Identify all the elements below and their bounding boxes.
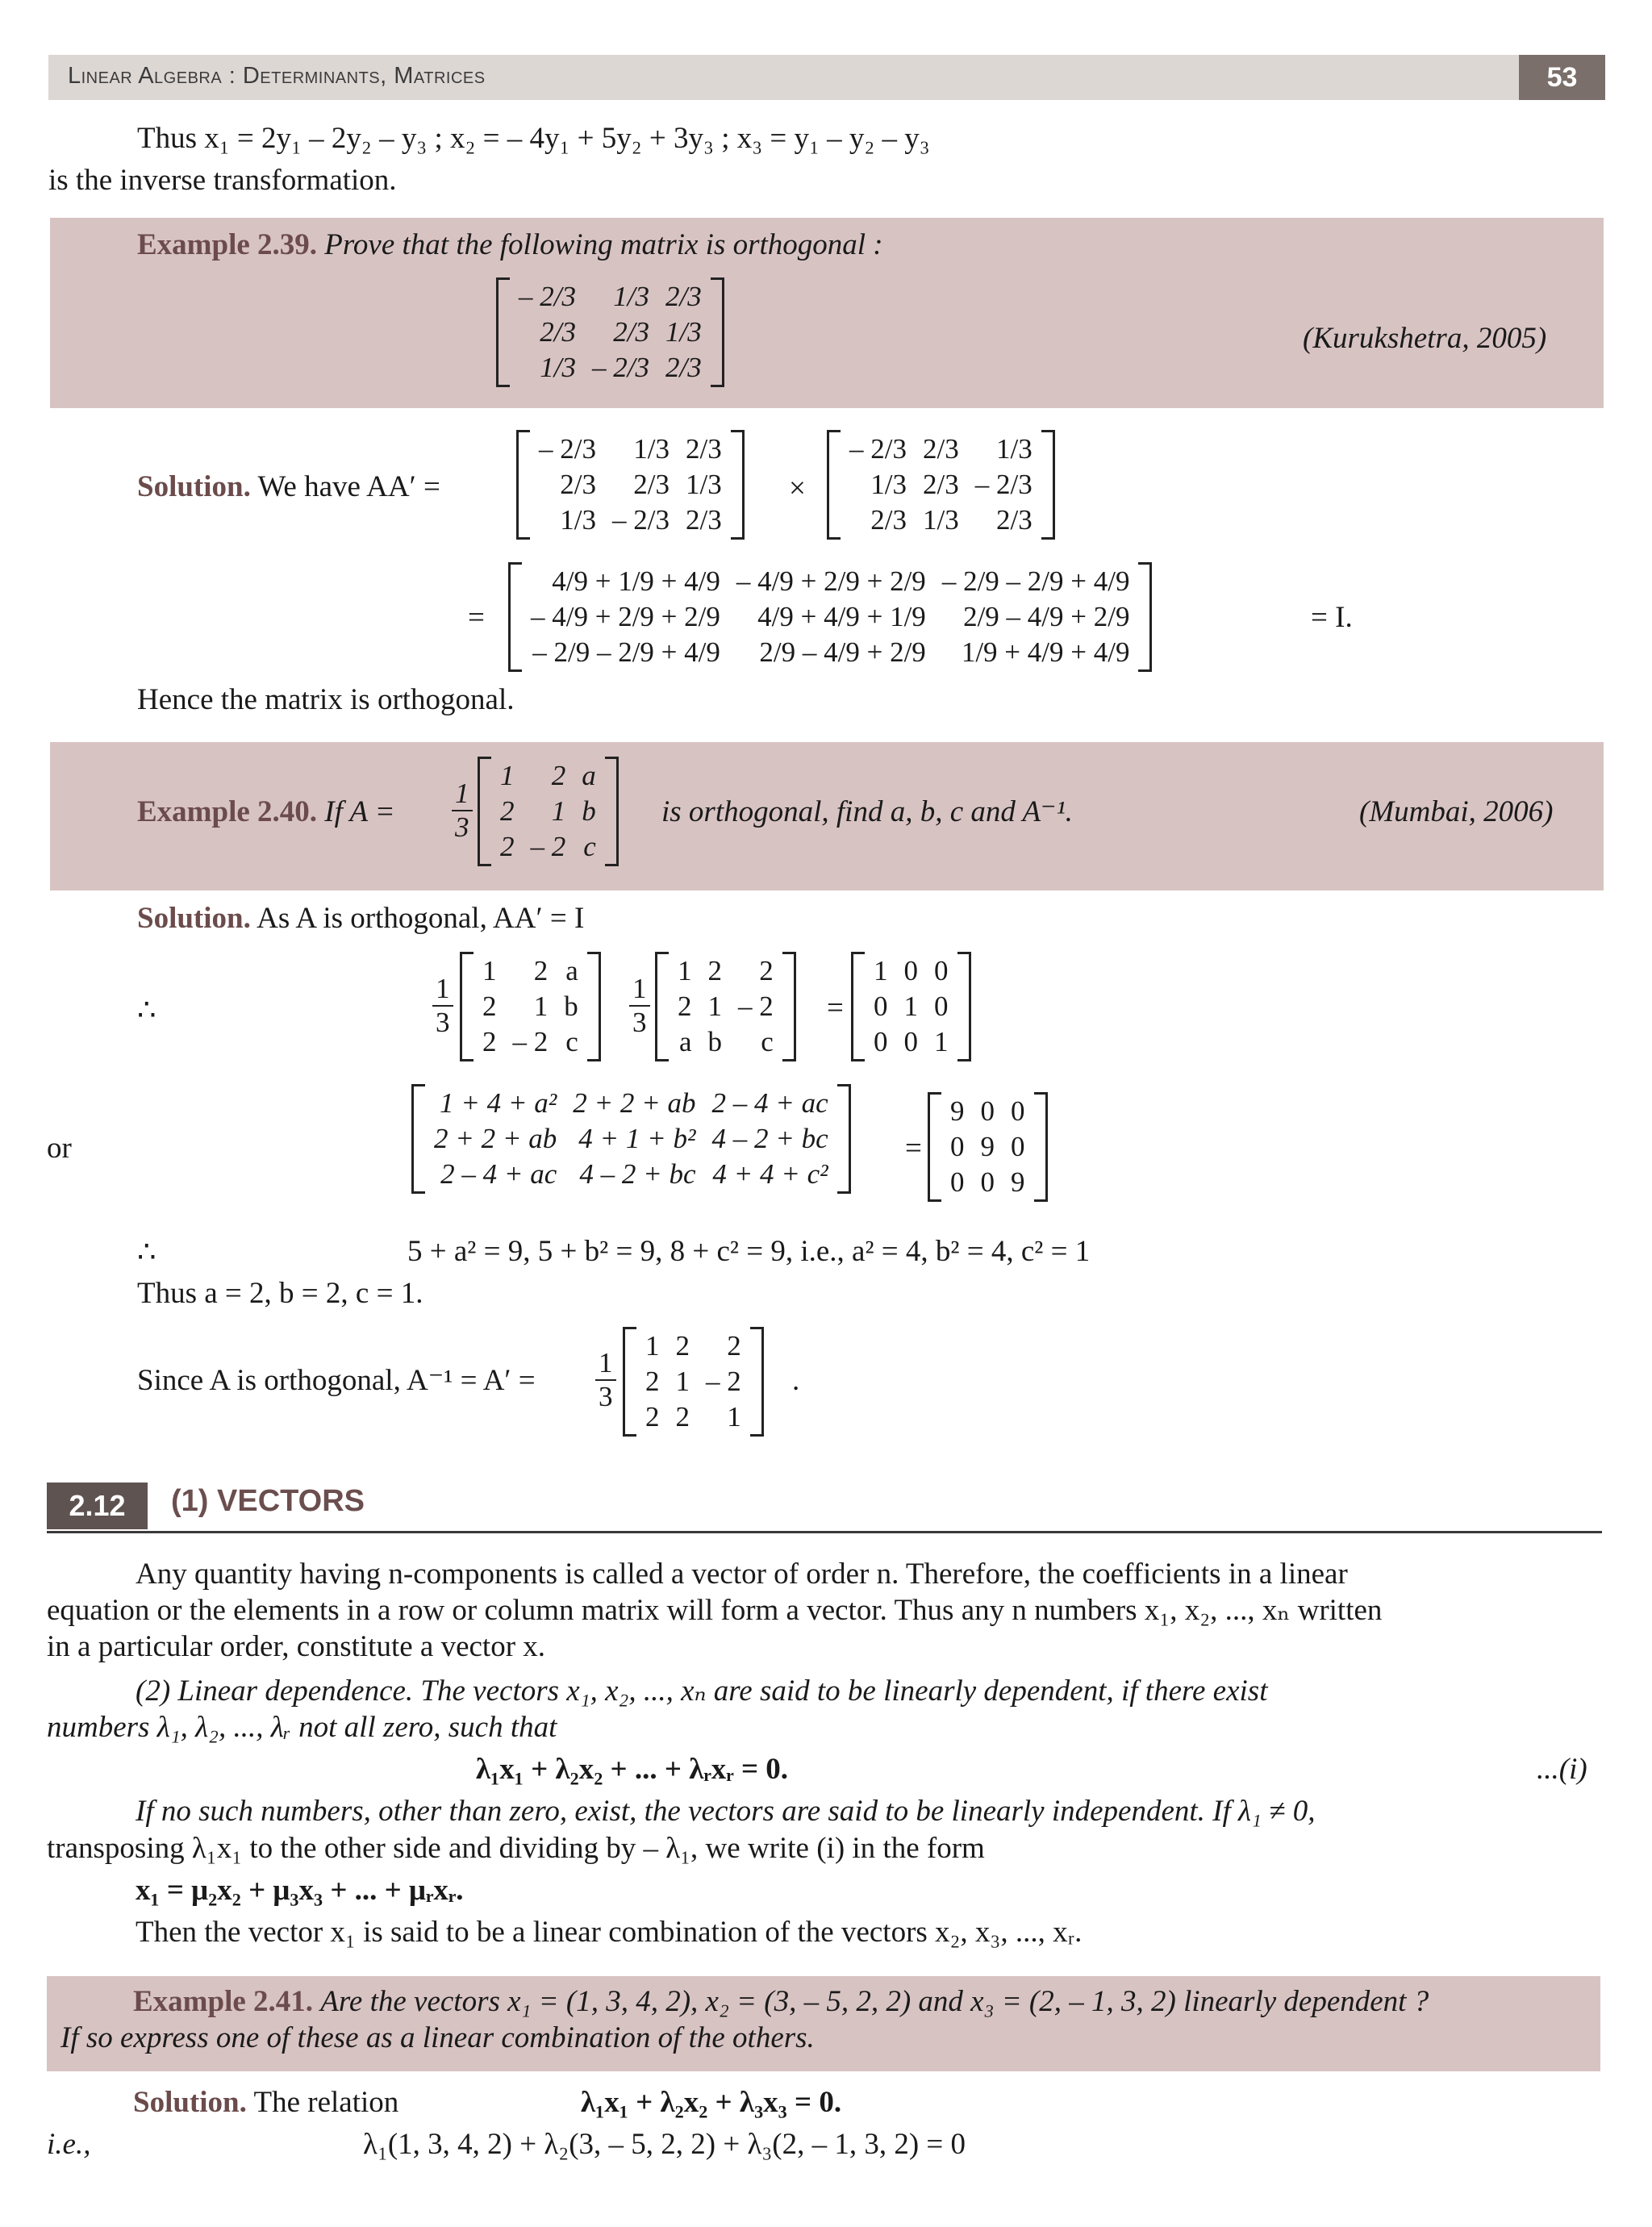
right-bracket [731, 430, 745, 540]
matrix-cell: 0 [903, 955, 918, 986]
matrix-row [942, 1094, 1033, 1129]
matrix-a-transpose [655, 952, 796, 1061]
matrix-cell: – 4/9 + 2/9 + 2/9 [531, 601, 720, 632]
example-2-39-statement: Prove that the following matrix is orthogonal : [324, 228, 883, 261]
matrix-row [474, 953, 586, 989]
matrix-cell: – 4/9 + 2/9 + 2/9 [736, 565, 926, 597]
matrix-cell: 1/3 [613, 281, 649, 312]
solution-2-39-matrix-a [516, 430, 745, 540]
solution-2-39-matrix-a-transpose [827, 430, 1055, 540]
matrix-cell: b [582, 795, 596, 827]
matrix-cell: 1/3 [870, 469, 907, 500]
matrix-row [841, 503, 1041, 538]
matrix-cell: 2/3 [922, 469, 959, 500]
matrix-row [866, 1024, 957, 1060]
equation-i-label: ...(i) [1537, 1753, 1587, 1786]
matrix-cell: 2/3 [870, 504, 907, 536]
matrix-cell: 1/3 [633, 433, 670, 465]
section-rule [47, 1531, 1602, 1533]
left-bracket [411, 1084, 425, 1194]
fraction-numerator: 1 [629, 973, 650, 1007]
product-matrix [411, 1084, 851, 1194]
vectors-paragraph-line-1: Any quantity having n-components is called a vector of order n. Therefore, the coefficients in a linear [136, 1558, 1348, 1591]
matrix-cell: 2 + 2 + ab [434, 1123, 557, 1154]
solution-2-40-inverse-text: Since A is orthogonal, A⁻¹ = A′ = [137, 1364, 536, 1397]
matrix-cell: 2 [645, 1366, 660, 1397]
matrix-cell: 9 [980, 1131, 995, 1162]
matrix-cell: 1 [482, 955, 497, 986]
matrix-row [637, 1364, 749, 1399]
matrix-cell: – 2/3 [539, 433, 596, 465]
equals-sign: = [827, 991, 844, 1024]
equals-identity: = I. [1311, 601, 1353, 634]
matrix-cell: c [583, 831, 596, 862]
matrix-cell: 2/3 [995, 504, 1032, 536]
vectors-paragraph-line-3: in a particular order, constitute a vector x. [47, 1630, 546, 1663]
matrix-row [523, 635, 1137, 670]
right-bracket [782, 952, 796, 1061]
matrix-cell: c [565, 1026, 578, 1057]
right-bracket [711, 277, 724, 387]
left-bracket [496, 277, 510, 387]
matrix-cell: – 2/3 [519, 281, 576, 312]
matrix-row [426, 1157, 836, 1192]
matrix-cell: 0 [950, 1166, 965, 1198]
matrix-row [670, 1024, 782, 1060]
equals-sign: = [905, 1132, 922, 1165]
matrix-cell: 1 [727, 1401, 741, 1433]
right-bracket [1034, 1092, 1048, 1202]
solution-2-41-expanded: λ₁(1, 3, 4, 2) + λ₂(3, – 5, 2, 2) + λ₃(2, – 1, 3, 2) = 0 [363, 2128, 966, 2161]
matrix-row [866, 989, 957, 1024]
matrix-cell: 0 [934, 955, 949, 986]
matrix-cell: 0 [874, 1026, 888, 1057]
matrix-cell: b [564, 990, 578, 1022]
right-bracket [1138, 562, 1152, 672]
example-2-41-title: Example 2.41. [133, 1985, 314, 2018]
matrix-cell: – 2 [738, 990, 774, 1022]
matrix-cell: 2 [482, 1026, 497, 1057]
matrix-row [531, 432, 730, 467]
matrix-cell: a [565, 955, 578, 986]
left-bracket [460, 952, 473, 1061]
matrix-cell: 2/3 [540, 316, 576, 348]
matrix-row [511, 315, 710, 350]
matrix-cell: 2 [500, 831, 515, 862]
matrix-cell: 2/3 [665, 281, 702, 312]
matrix-row [492, 829, 604, 865]
matrix-cell: 1 [678, 955, 692, 986]
equation-mu: x₁ = μ₂x₂ + μ₃x₃ + ... + μᵣxᵣ. [136, 1874, 464, 1907]
inverse-transformation-text: is the inverse transformation. [48, 164, 397, 197]
matrix-cell: – 2/3 [611, 504, 670, 536]
matrix-cell: a [582, 760, 596, 791]
left-bracket [478, 757, 491, 866]
matrix-cell: 2 + 2 + ab [573, 1087, 696, 1119]
matrix-row [942, 1165, 1033, 1200]
matrix-cell: 1 [707, 990, 722, 1022]
matrix-cell: a [678, 1026, 692, 1057]
linear-independence-line-2: transposing λ₁x₁ to the other side and dividing by – λ₁, we write (i) in the form [47, 1832, 985, 1865]
example-2-41-line-2: If so express one of these as a linear combination of the others. [60, 2021, 815, 2054]
right-bracket [750, 1327, 764, 1437]
solution-2-39-line [137, 469, 440, 505]
matrix-row [841, 432, 1041, 467]
linear-combination-statement: Then the vector x₁ is said to be a linear combination of the vectors x₂, x₃, ..., xᵣ. [136, 1916, 1083, 1949]
matrix-cell: – 2/9 – 2/9 + 4/9 [532, 636, 720, 668]
matrix-row [523, 564, 1137, 599]
matrix-cell: – 2 [706, 1366, 741, 1397]
solution-2-39-label: Solution. [137, 470, 251, 503]
left-bracket [655, 952, 669, 1061]
matrix-row [511, 350, 710, 386]
solution-2-41-line [133, 2085, 398, 2121]
example-2-41-heading [133, 1984, 1429, 2020]
left-bracket [623, 1327, 636, 1437]
matrix-cell: 2 – 4 + ac [711, 1087, 828, 1119]
matrix-cell: 2/3 [922, 433, 959, 465]
matrix-cell: 1 [533, 990, 549, 1022]
example-2-39-source: (Kurukshetra, 2005) [1303, 322, 1547, 355]
matrix-cell: 0 [903, 1026, 918, 1057]
matrix-cell: 0 [934, 990, 949, 1022]
solution-2-39-conclusion: Hence the matrix is orthogonal. [137, 683, 515, 716]
matrix-cell: b [707, 1026, 722, 1057]
right-bracket [837, 1084, 851, 1194]
matrix-cell: 9 [1011, 1166, 1025, 1198]
matrix-cell: 1 [551, 795, 566, 827]
fraction-numerator: 1 [432, 973, 453, 1007]
matrix-row [511, 279, 710, 315]
identity-matrix [851, 952, 971, 1061]
left-bracket [516, 430, 530, 540]
matrix-cell: 2 [533, 955, 549, 986]
solution-2-41-relation: λ₁x₁ + λ₂x₂ + λ₃x₃ = 0. [581, 2086, 842, 2119]
matrix-cell: 1/3 [922, 504, 959, 536]
matrix-row [474, 989, 586, 1024]
matrix-cell: 4 – 2 + bc [579, 1158, 696, 1190]
matrix-cell: 1/3 [665, 316, 702, 348]
section-number: 2.12 [47, 1483, 148, 1529]
page-number: 53 [1519, 55, 1605, 100]
left-bracket [928, 1092, 941, 1202]
matrix-cell: 1 + 4 + a² [440, 1087, 557, 1119]
matrix-cell: 2 [675, 1401, 690, 1433]
matrix-cell: 1/3 [995, 433, 1032, 465]
right-bracket [605, 757, 619, 866]
fraction-one-third-b [629, 973, 650, 1039]
section-title: (1) VECTORS [171, 1484, 365, 1518]
matrix-cell: 4/9 + 1/9 + 4/9 [552, 565, 720, 597]
matrix-cell: 2 [645, 1401, 660, 1433]
matrix-cell: 2/3 [685, 433, 722, 465]
solution-2-40-label: Solution. [137, 902, 251, 935]
matrix-row [426, 1121, 836, 1157]
left-bracket [508, 562, 522, 672]
matrix-cell: 9 [950, 1095, 965, 1127]
fraction-denominator: 3 [436, 1007, 450, 1038]
matrix-cell: 2 [759, 955, 774, 986]
matrix-cell: 1 [645, 1330, 660, 1362]
matrix-cell: – 2/3 [974, 469, 1032, 500]
matrix-row [523, 599, 1137, 635]
solution-2-39-text: We have AA′ = [257, 470, 440, 503]
matrix-cell: – 2/3 [591, 352, 649, 383]
vectors-paragraph-line-2: equation or the elements in a row or column matrix will form a vector. Thus any n numbers x₁, x₂, ..., xₙ written [47, 1594, 1383, 1627]
matrix-cell: 1 [903, 990, 918, 1022]
matrix-cell: 0 [980, 1166, 995, 1198]
fraction-numerator: 1 [595, 1347, 616, 1381]
linear-independence-line-1: If no such numbers, other than zero, exist, the vectors are said to be linearly independent. If λ₁ ≠ 0, [136, 1795, 1316, 1828]
matrix-row [492, 758, 604, 794]
therefore-symbol: ∴ [137, 994, 156, 1027]
matrix-cell: 2/9 – 4/9 + 2/9 [759, 636, 926, 668]
ie-label: i.e., [47, 2128, 91, 2161]
right-bracket [1041, 430, 1055, 540]
solution-2-40-text: As A is orthogonal, AA′ = I [257, 902, 585, 935]
fraction-one-third-a [432, 973, 453, 1039]
example-2-39-heading [137, 227, 883, 263]
matrix-cell: 0 [874, 990, 888, 1022]
matrix-cell: 4 + 4 + c² [712, 1158, 828, 1190]
period: . [792, 1364, 800, 1397]
solution-2-41-label: Solution. [133, 2086, 247, 2119]
matrix-cell: 2/9 – 4/9 + 2/9 [963, 601, 1130, 632]
matrix-cell: 4 – 2 + bc [711, 1123, 828, 1154]
example-2-40-source: (Mumbai, 2006) [1359, 795, 1554, 828]
matrix-cell: 2/3 [665, 352, 702, 383]
example-2-40-title: Example 2.40. [137, 795, 318, 828]
matrix-row [531, 467, 730, 503]
matrix-row [670, 989, 782, 1024]
fraction-denominator: 3 [455, 811, 469, 843]
matrix-cell: 1/3 [540, 352, 576, 383]
matrix-cell: 0 [980, 1095, 995, 1127]
matrix-cell: 1 [675, 1366, 690, 1397]
example-2-40-matrix [478, 757, 619, 866]
matrix-cell: 2 [707, 955, 722, 986]
example-2-39-title: Example 2.39. [137, 228, 318, 261]
matrix-cell: 2 [551, 760, 566, 791]
example-2-41-line-1: Are the vectors x₁ = (1, 3, 4, 2), x₂ = (3, – 5, 2, 2) and x₃ = (2, – 1, 3, 2) linearly dependent ? [320, 1985, 1429, 2018]
left-bracket [851, 952, 865, 1061]
matrix-cell: 1 [874, 955, 888, 986]
matrix-a [460, 952, 601, 1061]
matrix-row [942, 1129, 1033, 1165]
inverse-matrix [623, 1327, 764, 1437]
fraction-one-third-c [595, 1347, 616, 1413]
left-bracket [827, 430, 841, 540]
example-2-40-heading [137, 794, 395, 830]
fraction-denominator: 3 [599, 1381, 613, 1412]
matrix-row [670, 953, 782, 989]
example-2-40-fraction [452, 778, 473, 844]
matrix-cell: – 2/3 [849, 433, 907, 465]
matrix-cell: 2/3 [613, 316, 649, 348]
fraction-denominator: 3 [632, 1007, 647, 1038]
matrix-cell: 1 [934, 1026, 949, 1057]
matrix-row [426, 1086, 836, 1121]
matrix-cell: 4/9 + 4/9 + 1/9 [757, 601, 926, 632]
matrix-cell: 2/3 [685, 504, 722, 536]
solution-2-39-product-matrix [508, 562, 1152, 672]
nine-identity-matrix [928, 1092, 1048, 1202]
running-title: Linear Algebra : Determinants, Matrices [68, 63, 486, 89]
matrix-cell: 2 [500, 795, 515, 827]
inverse-transformation-equation: Thus x₁ = 2y₁ – 2y₂ – y₃ ; x₂ = – 4y₁ + 5y₂ + 3y₃ ; x₃ = y₁ – y₂ – y₃ [137, 122, 930, 155]
equation-i: λ₁x₁ + λ₂x₂ + ... + λᵣxᵣ = 0. [476, 1753, 789, 1786]
example-2-40-statement: is orthogonal, find a, b, c and A⁻¹. [661, 795, 1073, 828]
matrix-cell: 1/3 [560, 504, 596, 536]
matrix-cell: 2 [678, 990, 692, 1022]
matrix-row [492, 794, 604, 829]
matrix-cell: 1/9 + 4/9 + 4/9 [961, 636, 1130, 668]
example-2-39-matrix [496, 277, 724, 387]
example-2-40-if-a: If A = [324, 795, 395, 828]
matrix-row [841, 467, 1041, 503]
matrix-cell: 0 [950, 1131, 965, 1162]
right-bracket [957, 952, 971, 1061]
matrix-cell: – 2 [530, 831, 566, 862]
matrix-cell: – 2/9 – 2/9 + 4/9 [941, 565, 1130, 597]
matrix-row [637, 1399, 749, 1435]
linear-dependence-definition-line-1: (2) Linear dependence. The vectors x₁, x₂, ..., xₙ are said to be linearly dependent, if there exist [136, 1674, 1268, 1708]
or-label: or [47, 1132, 72, 1165]
matrix-cell: 2/3 [633, 469, 670, 500]
fraction-numerator: 1 [452, 778, 473, 811]
matrix-cell: 4 + 1 + b² [578, 1123, 696, 1154]
matrix-cell: 2/3 [560, 469, 596, 500]
solution-2-41-text: The relation [253, 2086, 399, 2119]
matrix-row [474, 1024, 586, 1060]
therefore-symbol: ∴ [137, 1236, 156, 1269]
matrix-cell: 2 [727, 1330, 741, 1362]
matrix-cell: 2 – 4 + ac [440, 1158, 557, 1190]
times-sign: × [789, 472, 806, 505]
matrix-cell: 2 [675, 1330, 690, 1362]
matrix-row [531, 503, 730, 538]
solution-2-40-values: Thus a = 2, b = 2, c = 1. [137, 1277, 423, 1310]
matrix-cell: – 2 [512, 1026, 549, 1057]
matrix-cell: 1 [500, 760, 515, 791]
matrix-cell: 0 [1011, 1131, 1025, 1162]
matrix-cell: 2 [482, 990, 497, 1022]
equals-sign: = [468, 601, 485, 634]
matrix-cell: 0 [1011, 1095, 1025, 1127]
linear-dependence-definition-line-2: numbers λ₁, λ₂, ..., λᵣ not all zero, such that [47, 1711, 557, 1744]
matrix-row [637, 1328, 749, 1364]
matrix-cell: c [761, 1026, 774, 1057]
solution-2-40-equations: 5 + a² = 9, 5 + b² = 9, 8 + c² = 9, i.e., a² = 4, b² = 4, c² = 1 [407, 1235, 1091, 1268]
solution-2-40-line [137, 901, 584, 936]
matrix-row [866, 953, 957, 989]
matrix-cell: 1/3 [685, 469, 722, 500]
right-bracket [587, 952, 601, 1061]
